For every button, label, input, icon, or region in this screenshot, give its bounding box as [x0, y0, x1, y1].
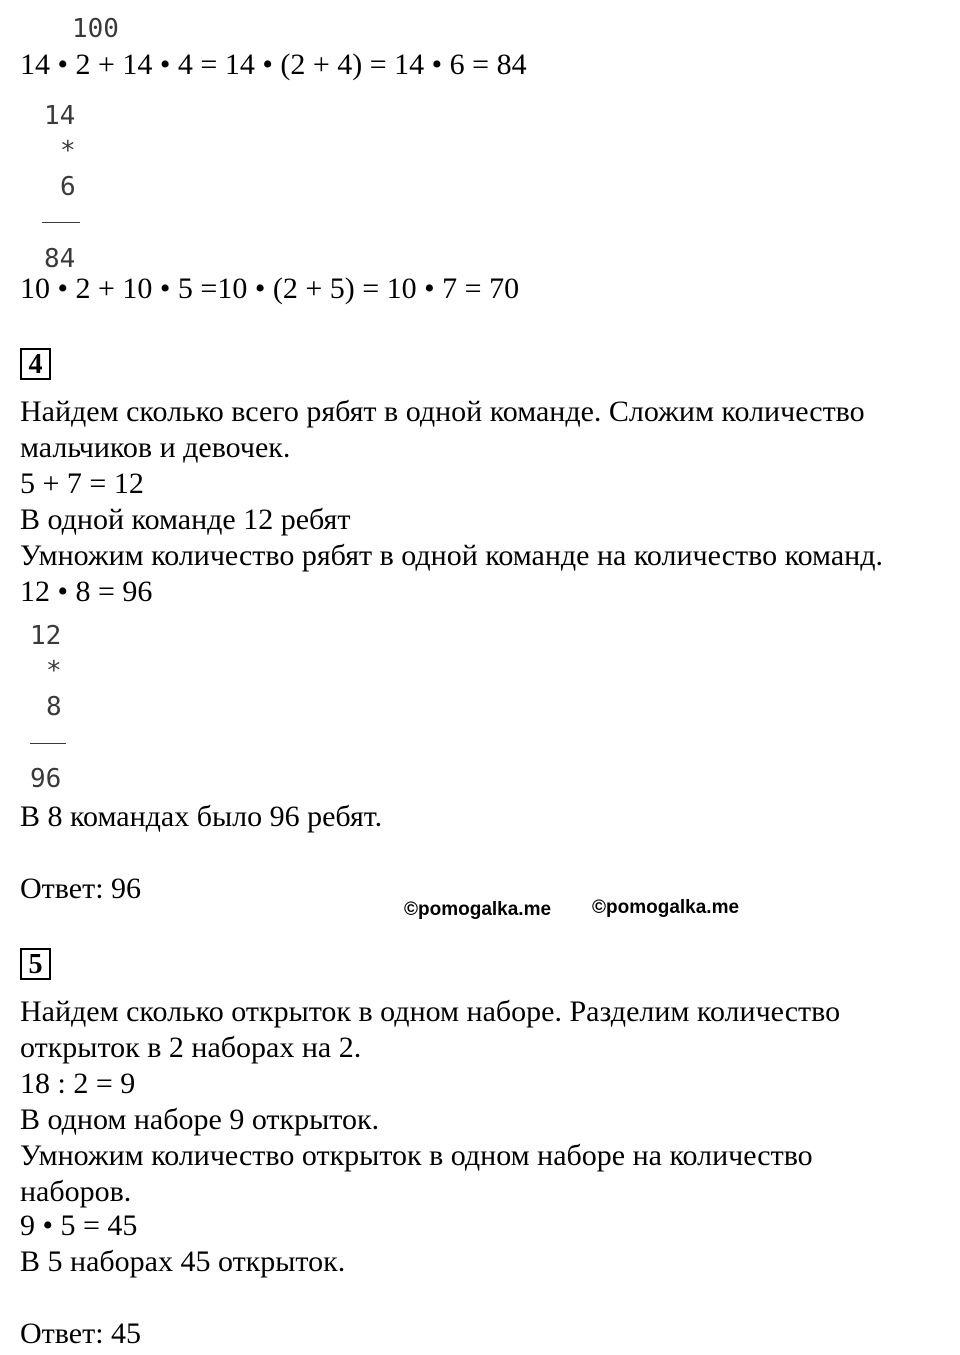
mult-operand-a: 14	[44, 101, 76, 131]
task5-conclusion: В 5 наборах 45 открыток.	[20, 1245, 346, 1278]
mult-operand-a: 12	[30, 621, 62, 651]
top-number: 100	[72, 14, 119, 44]
task4-equation-product: 12 • 8 = 96	[20, 575, 153, 608]
mult-operand-b: 8	[46, 692, 62, 722]
watermark-text: ©pomogalka.me	[404, 899, 552, 920]
mult-operator: *	[46, 656, 62, 686]
task4-equation-sum: 5 + 7 = 12	[20, 467, 144, 500]
task5-line-4: В одном наборе 9 открыток.	[20, 1103, 380, 1136]
watermark-text: ©pomogalka.me	[592, 897, 740, 918]
task4-answer: Ответ: 96	[20, 872, 142, 905]
task5-line-2: открыток в 2 наборах на 2.	[20, 1031, 362, 1064]
task5-equation-product: 9 • 5 = 45	[20, 1209, 138, 1242]
mult-result: 84	[44, 244, 76, 274]
task4-conclusion: В 8 командах было 96 ребят.	[20, 800, 383, 833]
task-number-box: 5	[20, 948, 51, 980]
mult-operator: *	[60, 136, 76, 166]
task5-line-5: Умножим количество открыток в одном наборе на количество	[20, 1139, 813, 1172]
task5-answer: Ответ: 45	[20, 1317, 142, 1350]
task4-line-2: мальчиков и девочек.	[20, 431, 291, 464]
task5-equation-division: 18 : 2 = 9	[20, 1067, 136, 1100]
task4-line-5: Умножим количество рябят в одной команде на количество команд.	[20, 539, 883, 572]
task5-line-1: Найдем сколько открыток в одном наборе. Разделим количество	[20, 995, 841, 1028]
mult-result: 96	[30, 764, 62, 794]
mult-operand-b: 6	[60, 172, 76, 202]
task-number-box: 4	[20, 348, 51, 380]
equation-distributive-14: 14 • 2 + 14 • 4 = 14 • (2 + 4) = 14 • 6 = 84	[20, 48, 527, 81]
task4-line-4: В одной команде 12 ребят	[20, 503, 351, 536]
mult-divider-line	[30, 743, 66, 744]
task4-line-1: Найдем сколько всего рябят в одной команде. Сложим количество	[20, 395, 865, 428]
equation-distributive-10: 10 • 2 + 10 • 5 =10 • (2 + 5) = 10 • 7 = 70	[20, 272, 520, 305]
mult-divider-line	[42, 222, 80, 223]
task5-line-6: наборов.	[20, 1175, 132, 1208]
